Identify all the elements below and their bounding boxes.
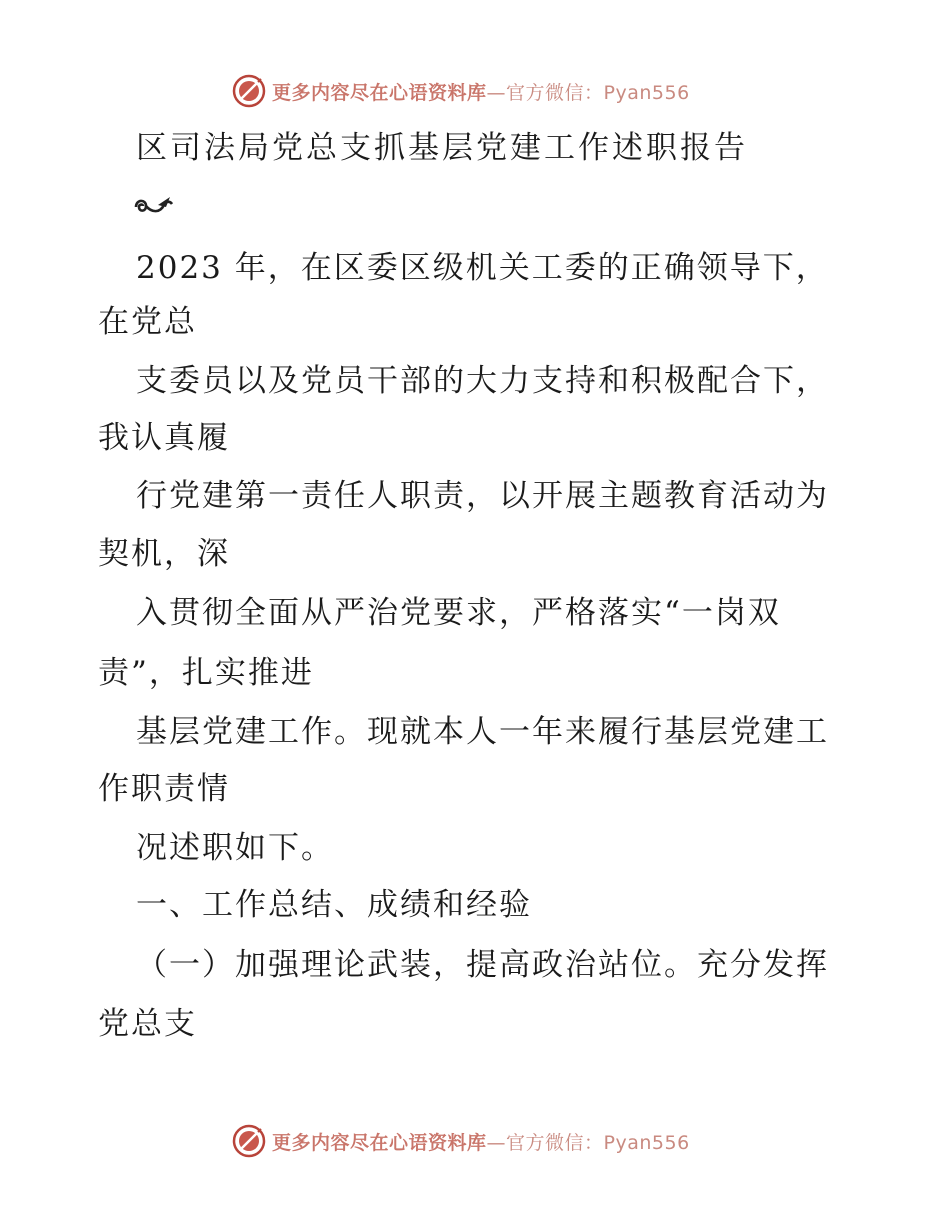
body-line: 党总支 — [98, 1006, 197, 1042]
body-line: 2023 年，在区委区级机关工委的正确领导下， — [136, 250, 829, 286]
body-line: 责”，扎实推进 — [98, 655, 314, 691]
body-line: 我认真履 — [98, 420, 230, 456]
body-line: 入贯彻全面从严治党要求，严格落实“一岗双 — [136, 595, 781, 631]
document-title: 区司法局党总支抓基层党建工作述职报告 — [136, 130, 748, 166]
body-line: 行党建第一责任人职责，以开展主题教育活动为 — [136, 478, 829, 514]
body-line: 在党总 — [98, 304, 197, 340]
body-line: 契机，深 — [98, 536, 230, 572]
header-watermark — [232, 72, 690, 110]
watermark-suffix: 官方微信： — [506, 81, 604, 104]
quill-seal-logo-icon — [232, 74, 266, 108]
watermark-wechat-id: Pyan556 — [603, 81, 690, 104]
body-line: 况述职如下。 — [136, 830, 334, 866]
watermark-text — [272, 1128, 690, 1155]
subsection-heading: （一）加强理论武装，提高政治站位。充分发挥 — [136, 947, 829, 983]
watermark-brand: 更多内容尽在心语资料库 — [272, 81, 487, 104]
watermark-suffix: 官方微信： — [506, 1131, 604, 1154]
watermark-separator: — — [486, 81, 507, 104]
body-line: 支委员以及党员干部的大力支持和积极配合下， — [136, 363, 829, 399]
footer-watermark — [232, 1122, 690, 1160]
section-heading: 一、工作总结、成绩和经验 — [136, 887, 532, 923]
watermark-separator: — — [486, 1131, 507, 1154]
body-line: 作职责情 — [98, 771, 230, 807]
decorative-flourish-icon — [132, 193, 174, 219]
watermark-wechat-id: Pyan556 — [603, 1131, 690, 1154]
body-line: 基层党建工作。现就本人一年来履行基层党建工 — [136, 714, 829, 750]
quill-seal-logo-icon — [232, 1124, 266, 1158]
watermark-text — [272, 78, 690, 105]
watermark-brand: 更多内容尽在心语资料库 — [272, 1131, 487, 1154]
